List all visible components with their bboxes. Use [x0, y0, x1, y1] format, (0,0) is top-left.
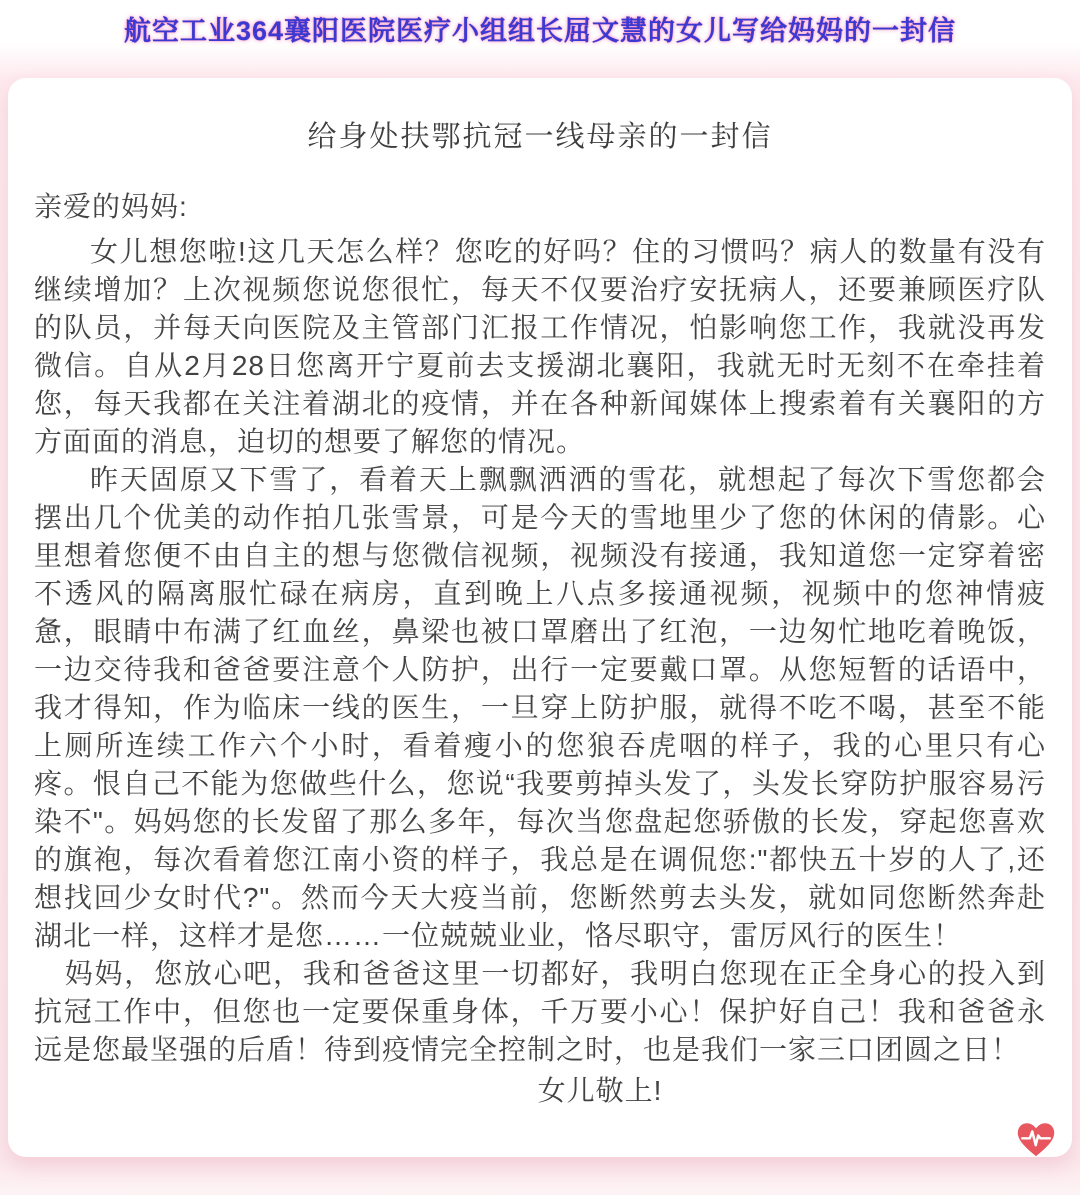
- article-header-title: 航空工业364襄阳医院医疗小组组长屈文慧的女儿写给妈妈的一封信: [123, 16, 957, 46]
- letter-paragraph-2: 昨天固原又下雪了，看着天上飘飘洒洒的雪花，就想起了每次下雪您都会摆出几个优美的动作拍几张雪景，可是今天的雪地里少了您的休闲的倩影。心里想着您便不由自主的想与您微信视频，视频没有接通，我知道您一定穿着密不透风的隔离服忙碌在病房，直到晚上八点多接通视频，视频中的您神情疲惫，眼睛中布满了红血丝，鼻梁也被口罩磨出了红泡，一边匆忙地吃着晚饭，一边交待我和爸爸要注意个人防护，出行一定要戴口罩。从您短暂的话语中，我才得知，作为临床一线的医生，一旦穿上防护服，就得不吃不喝，甚至不能上厕所连续工作六个小时，看着瘦小的您狼吞虎咽的样子，我的心里只有心疼。恨自己不能为您做些什么，您说“我要剪掉头发了，头发长穿防护服容易污染不"。妈妈您的长发留了那么多年，每次当您盘起您骄傲的长发，穿起您喜欢的旗袍，每次看着您江南小资的样子，我总是在调侃您:"都快五十岁的人了,还想找回少女时代?"。然而今天大疫当前，您断然剪去头发，就如同您断然奔赴湖北一样，这样才是您……一位兢兢业业，恪尽职守，雷厉风行的医生！: [34, 464, 1046, 951]
- letter-title: 给身处扶鄂抗冠一线母亲的一封信: [307, 121, 773, 153]
- letter-salutation: 亲爱的妈妈:: [34, 191, 188, 222]
- letter-card: [8, 78, 1072, 1157]
- heart-ecg-icon: [1014, 1117, 1058, 1161]
- letter-paragraph-1: 女儿想您啦!这几天怎么样？您吃的好吗？住的习惯吗？病人的数量有没有继续增加？上次视频您说您很忙，每天不仅要治疗安抚病人，还要兼顾医疗队的队员，并每天向医院及主管部门汇报工作情况，怕影响您工作，我就没再发微信。自从2月28日您离开宁夏前去支援湖北襄阳，我就无时无刻不在牵挂着您，每天我都在关注着湖北的疫情，并在各种新闻媒体上搜索着有关襄阳的方方面面的消息，迫切的想要了解您的情况。: [34, 236, 1046, 457]
- letter-body: [8, 78, 1072, 1111]
- letter-paragraph-3: 妈妈，您放心吧，我和爸爸这里一切都好，我明白您现在正全身心的投入到抗冠工作中，但您也一定要保重身体，千万要小心！保护好自己！我和爸爸永远是您最坚强的后盾！待到疫情完全控制之时，也是我们一家三口团圆之日！: [34, 958, 1046, 1065]
- letter-signature: 女儿敬上!: [537, 1075, 663, 1106]
